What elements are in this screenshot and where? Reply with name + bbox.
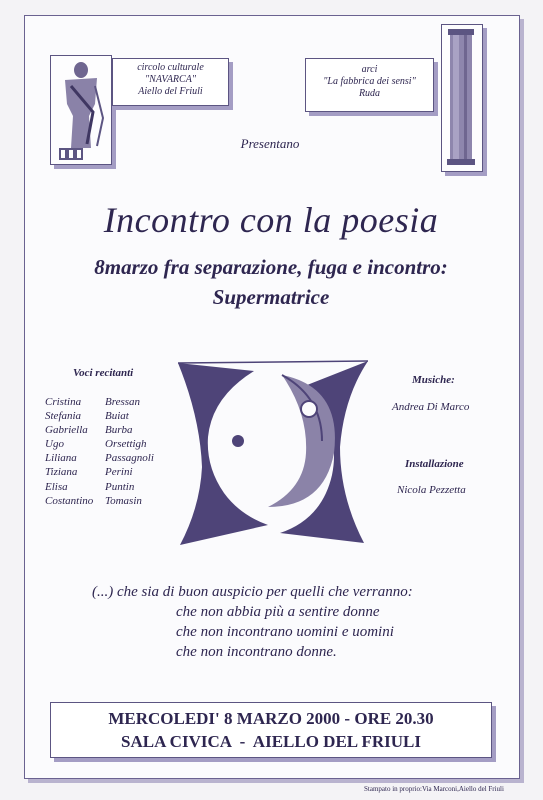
left-organizer-box bbox=[112, 58, 229, 106]
right-organizer-box bbox=[305, 58, 434, 112]
voices-first-names bbox=[45, 395, 93, 508]
first-name: Gabriella bbox=[45, 424, 88, 437]
quote-line3: che non incontrano uomini e uomini bbox=[176, 624, 394, 640]
right-logo-box bbox=[441, 24, 483, 172]
first-name: Liliana bbox=[45, 452, 77, 465]
column-icon bbox=[442, 25, 482, 171]
presenting-label: Presentano bbox=[240, 136, 300, 151]
first-name: Ugo bbox=[45, 438, 64, 451]
first-name: Elisa bbox=[45, 480, 68, 493]
page-title: Incontro con la poesia bbox=[103, 200, 439, 240]
last-name: Perini bbox=[105, 466, 133, 479]
statue-icon bbox=[51, 56, 111, 164]
subtitle-line1: 8marzo fra separazione, fuga e incontro: bbox=[94, 255, 448, 279]
printer-note: Stampato in proprio:Via Marconi,Aiello del Friuli bbox=[364, 785, 504, 793]
last-name: Passagnoli bbox=[105, 452, 154, 465]
quote-line4: che non incontrano donne. bbox=[176, 644, 337, 660]
event-date-time: MERCOLEDI' 8 MARZO 2000 - ORE 20.30 bbox=[108, 709, 434, 728]
first-name: Stefania bbox=[45, 410, 82, 423]
last-name: Orsettigh bbox=[105, 438, 147, 451]
last-name: Puntin bbox=[105, 480, 135, 493]
yin-yang-emblem-icon bbox=[172, 357, 372, 549]
installation-heading: Installazione bbox=[405, 458, 464, 470]
right-organizer-name: "La fabbrica dei sensi" bbox=[323, 76, 416, 87]
left-logo-box bbox=[50, 55, 112, 165]
installation-name: Nicola Pezzetta bbox=[397, 484, 466, 496]
last-name: Burba bbox=[105, 424, 133, 437]
quote-line2: che non abbia più a sentire donne bbox=[176, 604, 380, 620]
music-name: Andrea Di Marco bbox=[392, 401, 470, 413]
last-name: Bressan bbox=[105, 396, 141, 408]
first-name: Tiziana bbox=[45, 466, 78, 479]
right-organizer-line1: arci bbox=[361, 64, 378, 75]
event-venue: SALA CIVICA - AIELLO DEL FRIULI bbox=[121, 732, 421, 751]
last-name: Tomasin bbox=[105, 494, 142, 507]
event-box bbox=[50, 702, 492, 758]
last-name: Buiat bbox=[105, 410, 129, 423]
subtitle-line2: Supermatrice bbox=[212, 285, 330, 309]
music-heading: Musiche: bbox=[412, 374, 455, 386]
quote-line1: (...) che sia di buon auspicio per quelli che verranno: bbox=[92, 584, 413, 600]
first-name: Costantino bbox=[45, 494, 94, 507]
left-organizer-place: Aiello del Friuli bbox=[138, 86, 203, 97]
voices-last-names bbox=[105, 395, 154, 508]
first-name: Cristina bbox=[45, 396, 82, 408]
left-organizer-name: "NAVARCA" bbox=[144, 74, 197, 85]
voices-heading: Voci recitanti bbox=[73, 367, 134, 379]
left-organizer-line1: circolo culturale bbox=[137, 62, 204, 73]
right-organizer-place: Ruda bbox=[358, 88, 381, 99]
